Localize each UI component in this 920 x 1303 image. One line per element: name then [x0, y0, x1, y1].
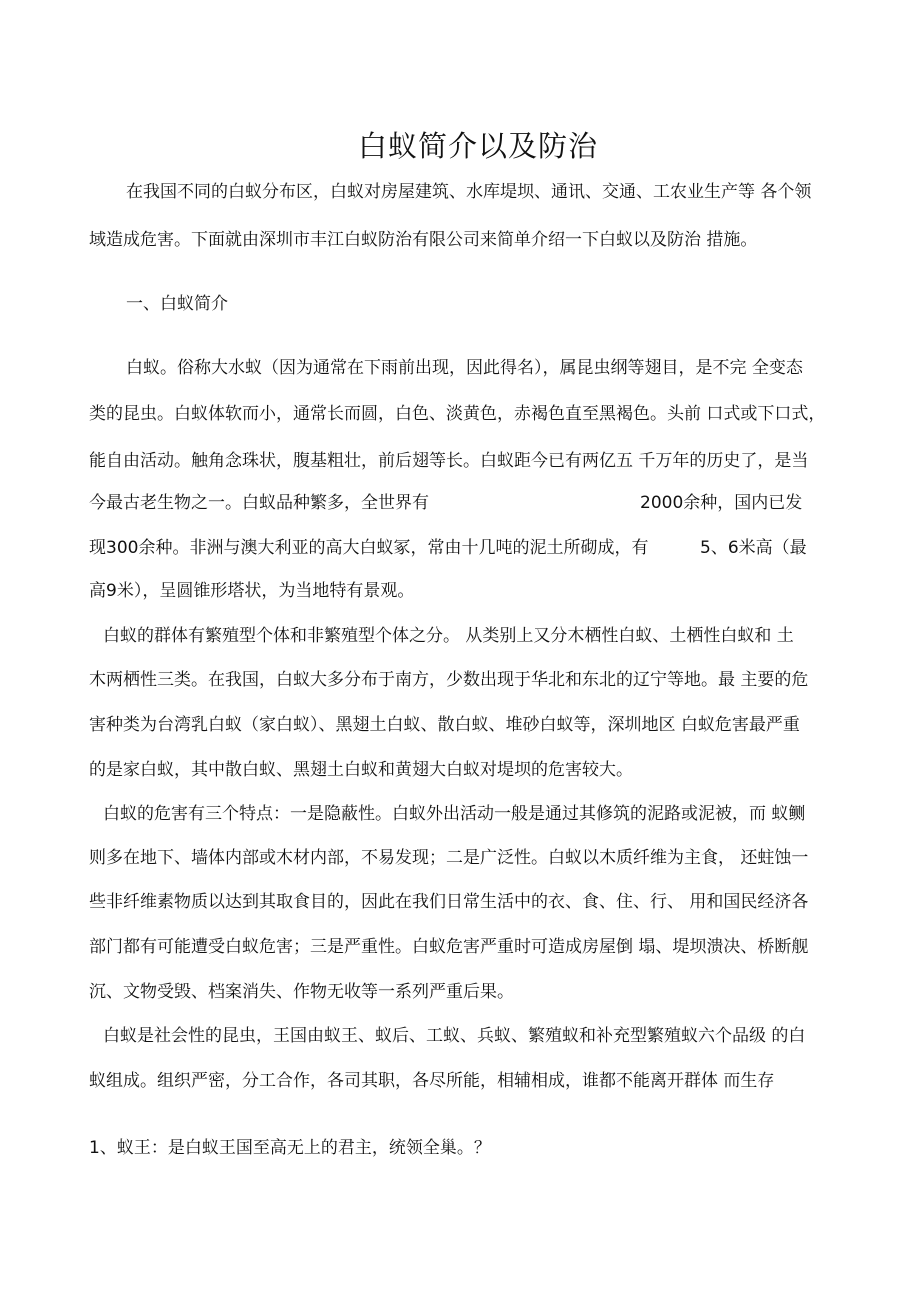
p1-line-4-part-b: 2000余种，国内已发	[640, 493, 803, 513]
section-heading-1: 一、白蚁简介	[126, 294, 228, 314]
p3-line-4: 部门都有可能遭受白蚁危害；三是严重性。白蚁危害严重时可造成房屋倒 塌、堤坝溃决、桥断舰	[89, 937, 809, 957]
p1-line-5	[89, 536, 919, 560]
intro-line-1: 在我国不同的白蚁分布区，白蚁对房屋建筑、水库堤坝、通讯、交通、工农业生产等 各个领	[126, 182, 812, 202]
document-title: 白蚁简介以及防治	[357, 129, 598, 163]
p2-line-3: 害种类为台湾乳白蚁（家白蚁）、黑翅土白蚁、散白蚁、堆砂白蚁等，深圳地区 白蚁危害最严重	[89, 715, 800, 735]
p3-line-2: 则多在地下、墙体内部或木材内部，不易发现；二是广泛性。白蚁以木质纤维为主食， 还蛀蚀一	[89, 848, 809, 868]
list-item-1: 1、蚁王：是白蚁王国至高无上的君主，统领全巢。？	[89, 1138, 491, 1158]
p4-line-1: 白蚁是社会性的昆虫，王国由蚁王、蚁后、工蚁、兵蚁、繁殖蚁和补充型繁殖蚁六个品级 的白	[103, 1026, 806, 1046]
p1-line-5-part-b: 5、6米高（最	[700, 538, 807, 558]
p1-line-4	[89, 491, 919, 515]
p3-line-5: 沉、文物受毁、档案消失、作物无收等一系列严重后果。	[89, 982, 514, 1002]
p1-line-4-part-a: 今最古老生物之一。白蚁品种繁多，全世界有	[89, 493, 429, 513]
p1-line-1: 白蚁。俗称大水蚁（因为通常在下雨前出现，因此得名），属昆虫纲等翅目，是不完 全变态	[126, 358, 803, 378]
p1-line-3: 能自由活动。触角念珠状，腹基粗壮，前后翅等长。白蚁距今已有两亿五 千万年的历史了，是当	[89, 451, 809, 471]
p2-line-4: 的是家白蚁，其中散白蚁、黑翅土白蚁和黄翅大白蚁对堤坝的危害较大。	[89, 760, 633, 780]
p4-line-2: 蚁组成。组织严密，分工合作，各司其职，各尽所能，相辅相成，谁都不能离开群体 而生存	[89, 1071, 775, 1091]
p2-line-1: 白蚁的群体有繁殖型个体和非繁殖型个体之分。 从类别上又分木栖性白蚁、土栖性白蚁和 土	[103, 626, 794, 646]
p1-line-2: 类的昆虫。白蚁体软而小，通常长而圆，白色、淡黄色，赤褐色直至黑褐色。头前 口式或下口式，	[89, 404, 826, 424]
p3-line-1: 白蚁的危害有三个特点：一是隐蔽性。白蚁外出活动一般是通过其修筑的泥路或泥被，而 蚁鲗	[103, 804, 806, 824]
p1-line-5-part-a: 现300余种。非洲与澳大利亚的高大白蚁冢，常由十几吨的泥土所砌成，有	[89, 538, 649, 558]
p3-line-3: 些非纤维素物质以达到其取食目的，因此在我们日常生活中的衣、食、住、行、 用和国民经济各	[89, 892, 809, 912]
p2-line-2: 木两栖性三类。在我国，白蚁大多分布于南方，少数出现于华北和东北的辽宁等地。最 主要的危	[89, 670, 809, 690]
p1-line-6: 高9米），呈圆锥形塔状，为当地特有景观。	[89, 581, 415, 601]
intro-line-2: 域造成危害。下面就由深圳市丰江白蚁防治有限公司来简单介绍一下白蚁以及防治 措施。	[89, 230, 758, 250]
